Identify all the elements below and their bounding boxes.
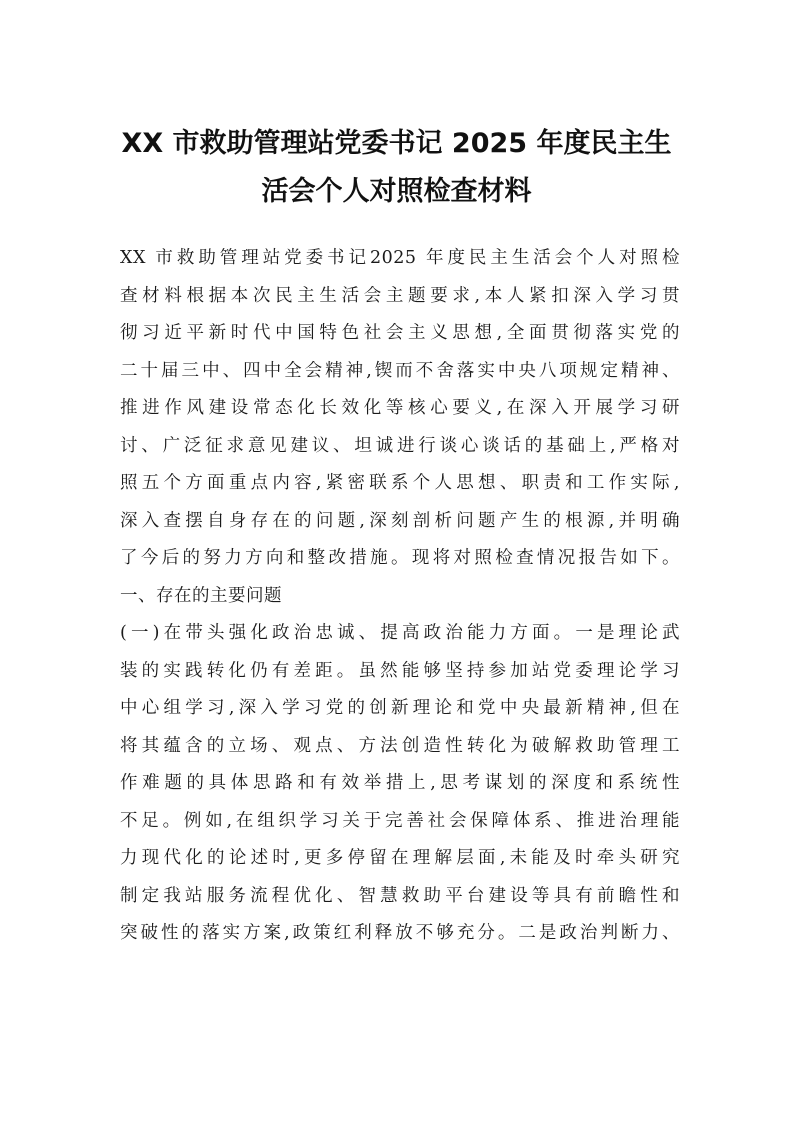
body-line: 推进作风建设常态化长效化等核心要义,在深入开展学习研 (120, 398, 680, 418)
body-line: 彻习近平新时代中国特色社会主义思想,全面贯彻落实党的 (120, 323, 680, 343)
document-title-line-2: 活会个人对照检查材料 (261, 176, 532, 207)
body-line: 突破性的落实方案,政策红利释放不够充分。二是政治判断力、 (120, 923, 680, 943)
body-line: 深入查摆自身存在的问题,深刻剖析问题产生的根源,并明确 (120, 510, 680, 531)
body-line: 力现代化的论述时,更多停留在理解层面,未能及时牵头研究 (120, 848, 680, 868)
body-line: XX 市救助管理站党委书记2025 年度民主生活会个人对照检 (120, 248, 680, 268)
body-line: 查材料根据本次民主生活会主题要求,本人紧扣深入学习贯 (120, 285, 680, 306)
body-line: 将其蕴含的立场、观点、方法创造性转化为破解救助管理工 (120, 735, 680, 756)
body-line: 作难题的具体思路和有效举措上,思考谋划的深度和系统性 (120, 773, 680, 793)
body-line: 中心组学习,深入学习党的创新理论和党中央最新精神,但在 (120, 698, 680, 718)
body-line: 制定我站服务流程优化、智慧救助平台建设等具有前瞻性和 (120, 885, 680, 906)
body-line: 了今后的努力方向和整改措施。现将对照检查情况报告如下。 (120, 548, 680, 568)
document-body (120, 240, 680, 953)
body-line: 装的实践转化仍有差距。虽然能够坚持参加站党委理论学习 (120, 660, 680, 681)
body-line: 照五个方面重点内容,紧密联系个人思想、职责和工作实际, (120, 473, 680, 493)
body-line: (一)在带头强化政治忠诚、提高政治能力方面。一是理论武 (120, 623, 680, 643)
section-heading: 一、存在的主要问题 (120, 585, 282, 606)
document-title-line-1: XX 市救助管理站党委书记 2025 年度民主生 (121, 128, 672, 159)
body-line: 二十届三中、四中全会精神,锲而不舍落实中央八项规定精神、 (120, 360, 680, 381)
body-line: 讨、广泛征求意见建议、坦诚进行谈心谈话的基础上,严格对 (120, 435, 680, 456)
body-line: 不足。例如,在组织学习关于完善社会保障体系、推进治理能 (120, 810, 680, 831)
